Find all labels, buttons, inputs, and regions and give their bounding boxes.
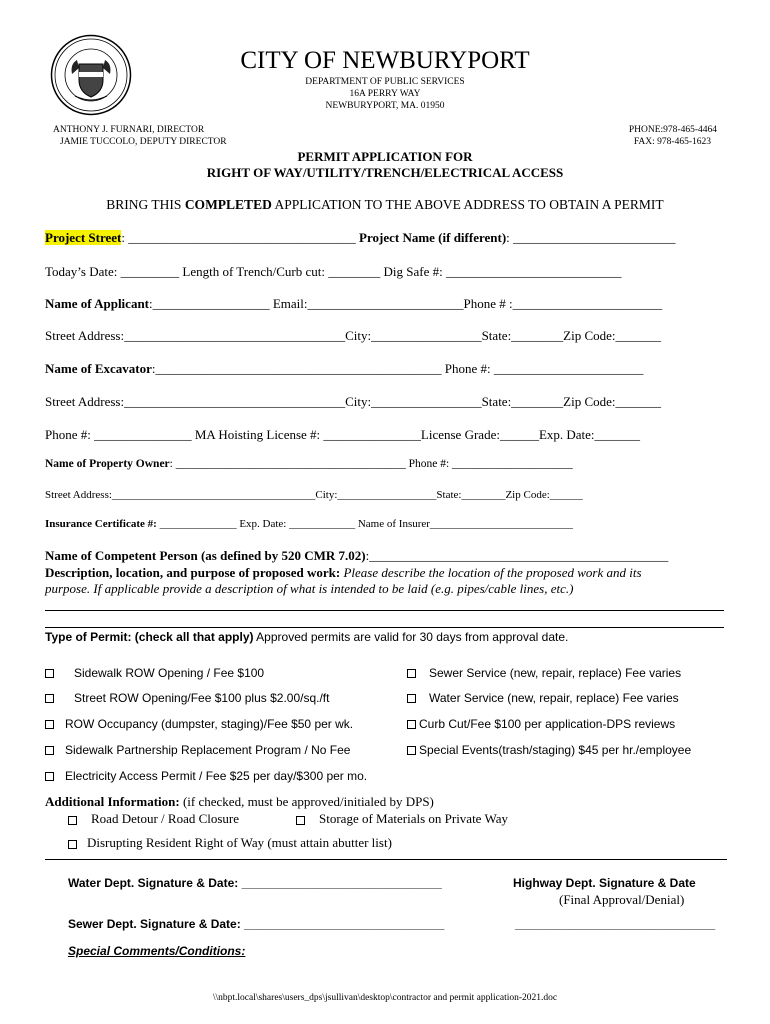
excavator-label: Name of Excavator <box>45 361 152 376</box>
insurance-fields[interactable]: ______________ Exp. Date: ____________ Name of Insurer__________________________ <box>156 518 573 530</box>
instructions <box>0 197 770 213</box>
permit-type-label: Type of Permit: (check all that apply) <box>45 630 254 644</box>
storage-checkbox[interactable] <box>296 816 305 825</box>
permit-option-sidewalk-row[interactable] <box>45 666 264 680</box>
permit-option-water[interactable] <box>407 691 679 705</box>
city-title: CITY OF NEWBURYPORT <box>240 47 530 74</box>
road-detour-checkbox[interactable] <box>68 816 77 825</box>
form-title-line-2: RIGHT OF WAY/UTILITY/TRENCH/ELECTRICAL ACCESS <box>206 165 564 180</box>
permit-type-header <box>45 630 568 644</box>
permit-option-sewer[interactable] <box>407 666 681 680</box>
section-divider <box>45 859 727 860</box>
address-line-1: 16A PERRY WAY <box>349 89 421 99</box>
description-label: Description, location, and purpose of proposed work: <box>45 565 341 580</box>
excavator-row[interactable] <box>45 361 643 377</box>
description-instructions-1: Please describe the location of the proposed work and its <box>340 565 642 580</box>
competent-person-row[interactable] <box>45 548 668 564</box>
instructions-bold: COMPLETED <box>184 197 272 212</box>
director-name: ANTHONY J. FURNARI, DIRECTOR <box>53 125 205 135</box>
sewer-checkbox[interactable] <box>407 669 416 678</box>
permit-option-special-events[interactable] <box>407 743 691 757</box>
special-events-checkbox[interactable] <box>407 746 416 755</box>
fax-number: FAX: 978-465-1623 <box>633 137 711 147</box>
project-name-field[interactable]: : _________________________ <box>506 230 676 245</box>
file-path-footer: \\nbpt.local\shares\users_dps\jsullivan\desktop\contractor and permit application-2021.doc <box>212 993 558 1003</box>
additional-info-label: Additional Information: <box>45 794 180 809</box>
special-events-label: Special Events(trash/staging) $45 per hr./employee <box>419 743 692 757</box>
water-label: Water Service (new, repair, replace) Fee varies <box>429 691 679 705</box>
project-street-field[interactable]: : ___________________________________ <box>121 230 360 245</box>
road-detour-label: Road Detour / Road Closure <box>91 811 240 826</box>
department-name: DEPARTMENT OF PUBLIC SERVICES <box>305 77 465 87</box>
permit-validity-note: Approved permits are valid for 30 days from approval date. <box>253 630 569 644</box>
disrupting-label: Disrupting Resident Right of Way (must attain abutter list) <box>87 835 392 850</box>
owner-address-row[interactable]: Street Address:_____________________________________City:__________________State:________Zip Code:______ <box>45 489 583 501</box>
property-owner-row[interactable] <box>45 458 573 470</box>
project-name-label: Project Name (if different) <box>359 230 507 245</box>
excavator-fields[interactable]: :____________________________________________ Phone #: _______________________ <box>151 361 644 376</box>
sewer-label: Sewer Service (new, repair, replace) Fee varies <box>429 666 682 680</box>
sewer-signature-field[interactable]: Sewer Dept. Signature & Date: ______________________________ <box>68 917 445 931</box>
description-row <box>45 565 642 581</box>
permit-option-curb-cut[interactable] <box>407 717 675 731</box>
curb-cut-checkbox[interactable] <box>407 720 416 729</box>
water-signature-field[interactable]: Water Dept. Signature & Date: ______________________________ <box>68 876 442 890</box>
permit-option-row-occupancy[interactable] <box>45 717 353 731</box>
storage-label: Storage of Materials on Private Way <box>319 811 508 826</box>
permit-option-electricity[interactable] <box>45 769 367 783</box>
sidewalk-row-label: Sidewalk ROW Opening / Fee $100 <box>74 666 265 680</box>
insurance-label: Insurance Certificate #: <box>45 518 157 530</box>
project-street-row[interactable] <box>45 230 676 246</box>
street-row-label: Street ROW Opening/Fee $100 plus $2.00/sq./ft <box>74 691 330 705</box>
insurance-row[interactable] <box>45 518 573 530</box>
competent-person-field[interactable]: :______________________________________________ <box>365 548 669 563</box>
excavator-address-row[interactable]: Street Address:__________________________________City:_________________State:________Zip Code:_______ <box>45 394 662 409</box>
sidewalk-partnership-label: Sidewalk Partnership Replacement Program / No Fee <box>65 743 351 757</box>
form-title-line-1: PERMIT APPLICATION FOR <box>297 149 473 164</box>
curb-cut-label: Curb Cut/Fee $100 per application-DPS reviews <box>419 717 676 731</box>
additional-option-disrupting[interactable] <box>68 835 392 851</box>
sidewalk-partnership-checkbox[interactable] <box>45 746 54 755</box>
additional-info-note: (if checked, must be approved/initialed by DPS) <box>179 794 434 809</box>
row-occupancy-checkbox[interactable] <box>45 720 54 729</box>
description-line-1[interactable] <box>45 610 724 611</box>
instructions-post: APPLICATION TO THE ABOVE ADDRESS TO OBTAIN A PERMIT <box>271 197 664 212</box>
permit-option-street-row[interactable] <box>45 691 329 705</box>
todays-date-row[interactable]: Today’s Date: _________ Length of Trench/Curb cut: ________ Dig Safe #: ___________________________ <box>45 264 622 279</box>
additional-option-road-detour[interactable] <box>68 811 239 827</box>
project-street-label: Project Street <box>45 230 122 245</box>
address-line-2: NEWBURYPORT, MA. 01950 <box>325 101 445 111</box>
applicant-fields[interactable]: :__________________ Email:________________________Phone # :_______________________ <box>149 296 663 311</box>
electricity-checkbox[interactable] <box>45 772 54 781</box>
description-line-2[interactable] <box>45 627 724 628</box>
water-checkbox[interactable] <box>407 694 416 703</box>
description-instructions-2: purpose. If applicable provide a description of what is intended to be laid (e.g. pipes/cable lines, etc.) <box>45 581 574 596</box>
row-occupancy-label: ROW Occupancy (dumpster, staging)/Fee $50 per wk. <box>65 717 354 731</box>
highway-approval-note: (Final Approval/Denial) <box>559 892 685 907</box>
property-owner-fields[interactable]: : ________________________________________ Phone #: _____________________ <box>169 458 573 470</box>
property-owner-label: Name of Property Owner <box>45 458 170 470</box>
highway-signature-label: Highway Dept. Signature & Date <box>513 876 696 890</box>
deputy-director-name: JAMIE TUCCOLO, DEPUTY DIRECTOR <box>60 137 227 147</box>
phone-number: PHONE:978-465-4464 <box>628 125 717 135</box>
street-row-checkbox[interactable] <box>45 694 54 703</box>
additional-info-header <box>45 794 434 810</box>
permit-option-sidewalk-partnership[interactable] <box>45 743 350 757</box>
competent-person-label: Name of Competent Person (as defined by 520 CMR 7.02) <box>45 548 366 563</box>
electricity-label: Electricity Access Permit / Fee $25 per day/$300 per mo. <box>65 769 368 783</box>
special-comments-label: Special Comments/Conditions: <box>68 944 246 958</box>
applicant-address-row[interactable]: Street Address:__________________________________City:_________________State:________Zip Code:_______ <box>45 328 662 343</box>
highway-signature-line[interactable]: ______________________________ <box>515 917 716 931</box>
additional-option-storage[interactable] <box>296 811 508 827</box>
applicant-label: Name of Applicant <box>45 296 149 311</box>
instructions-pre: BRING THIS <box>106 197 185 212</box>
sidewalk-row-checkbox[interactable] <box>45 669 54 678</box>
applicant-row[interactable] <box>45 296 662 312</box>
disrupting-checkbox[interactable] <box>68 840 77 849</box>
hoisting-license-row[interactable]: Phone #: _______________ MA Hoisting License #: _______________License Grade:______Exp. Date:_______ <box>45 427 641 442</box>
